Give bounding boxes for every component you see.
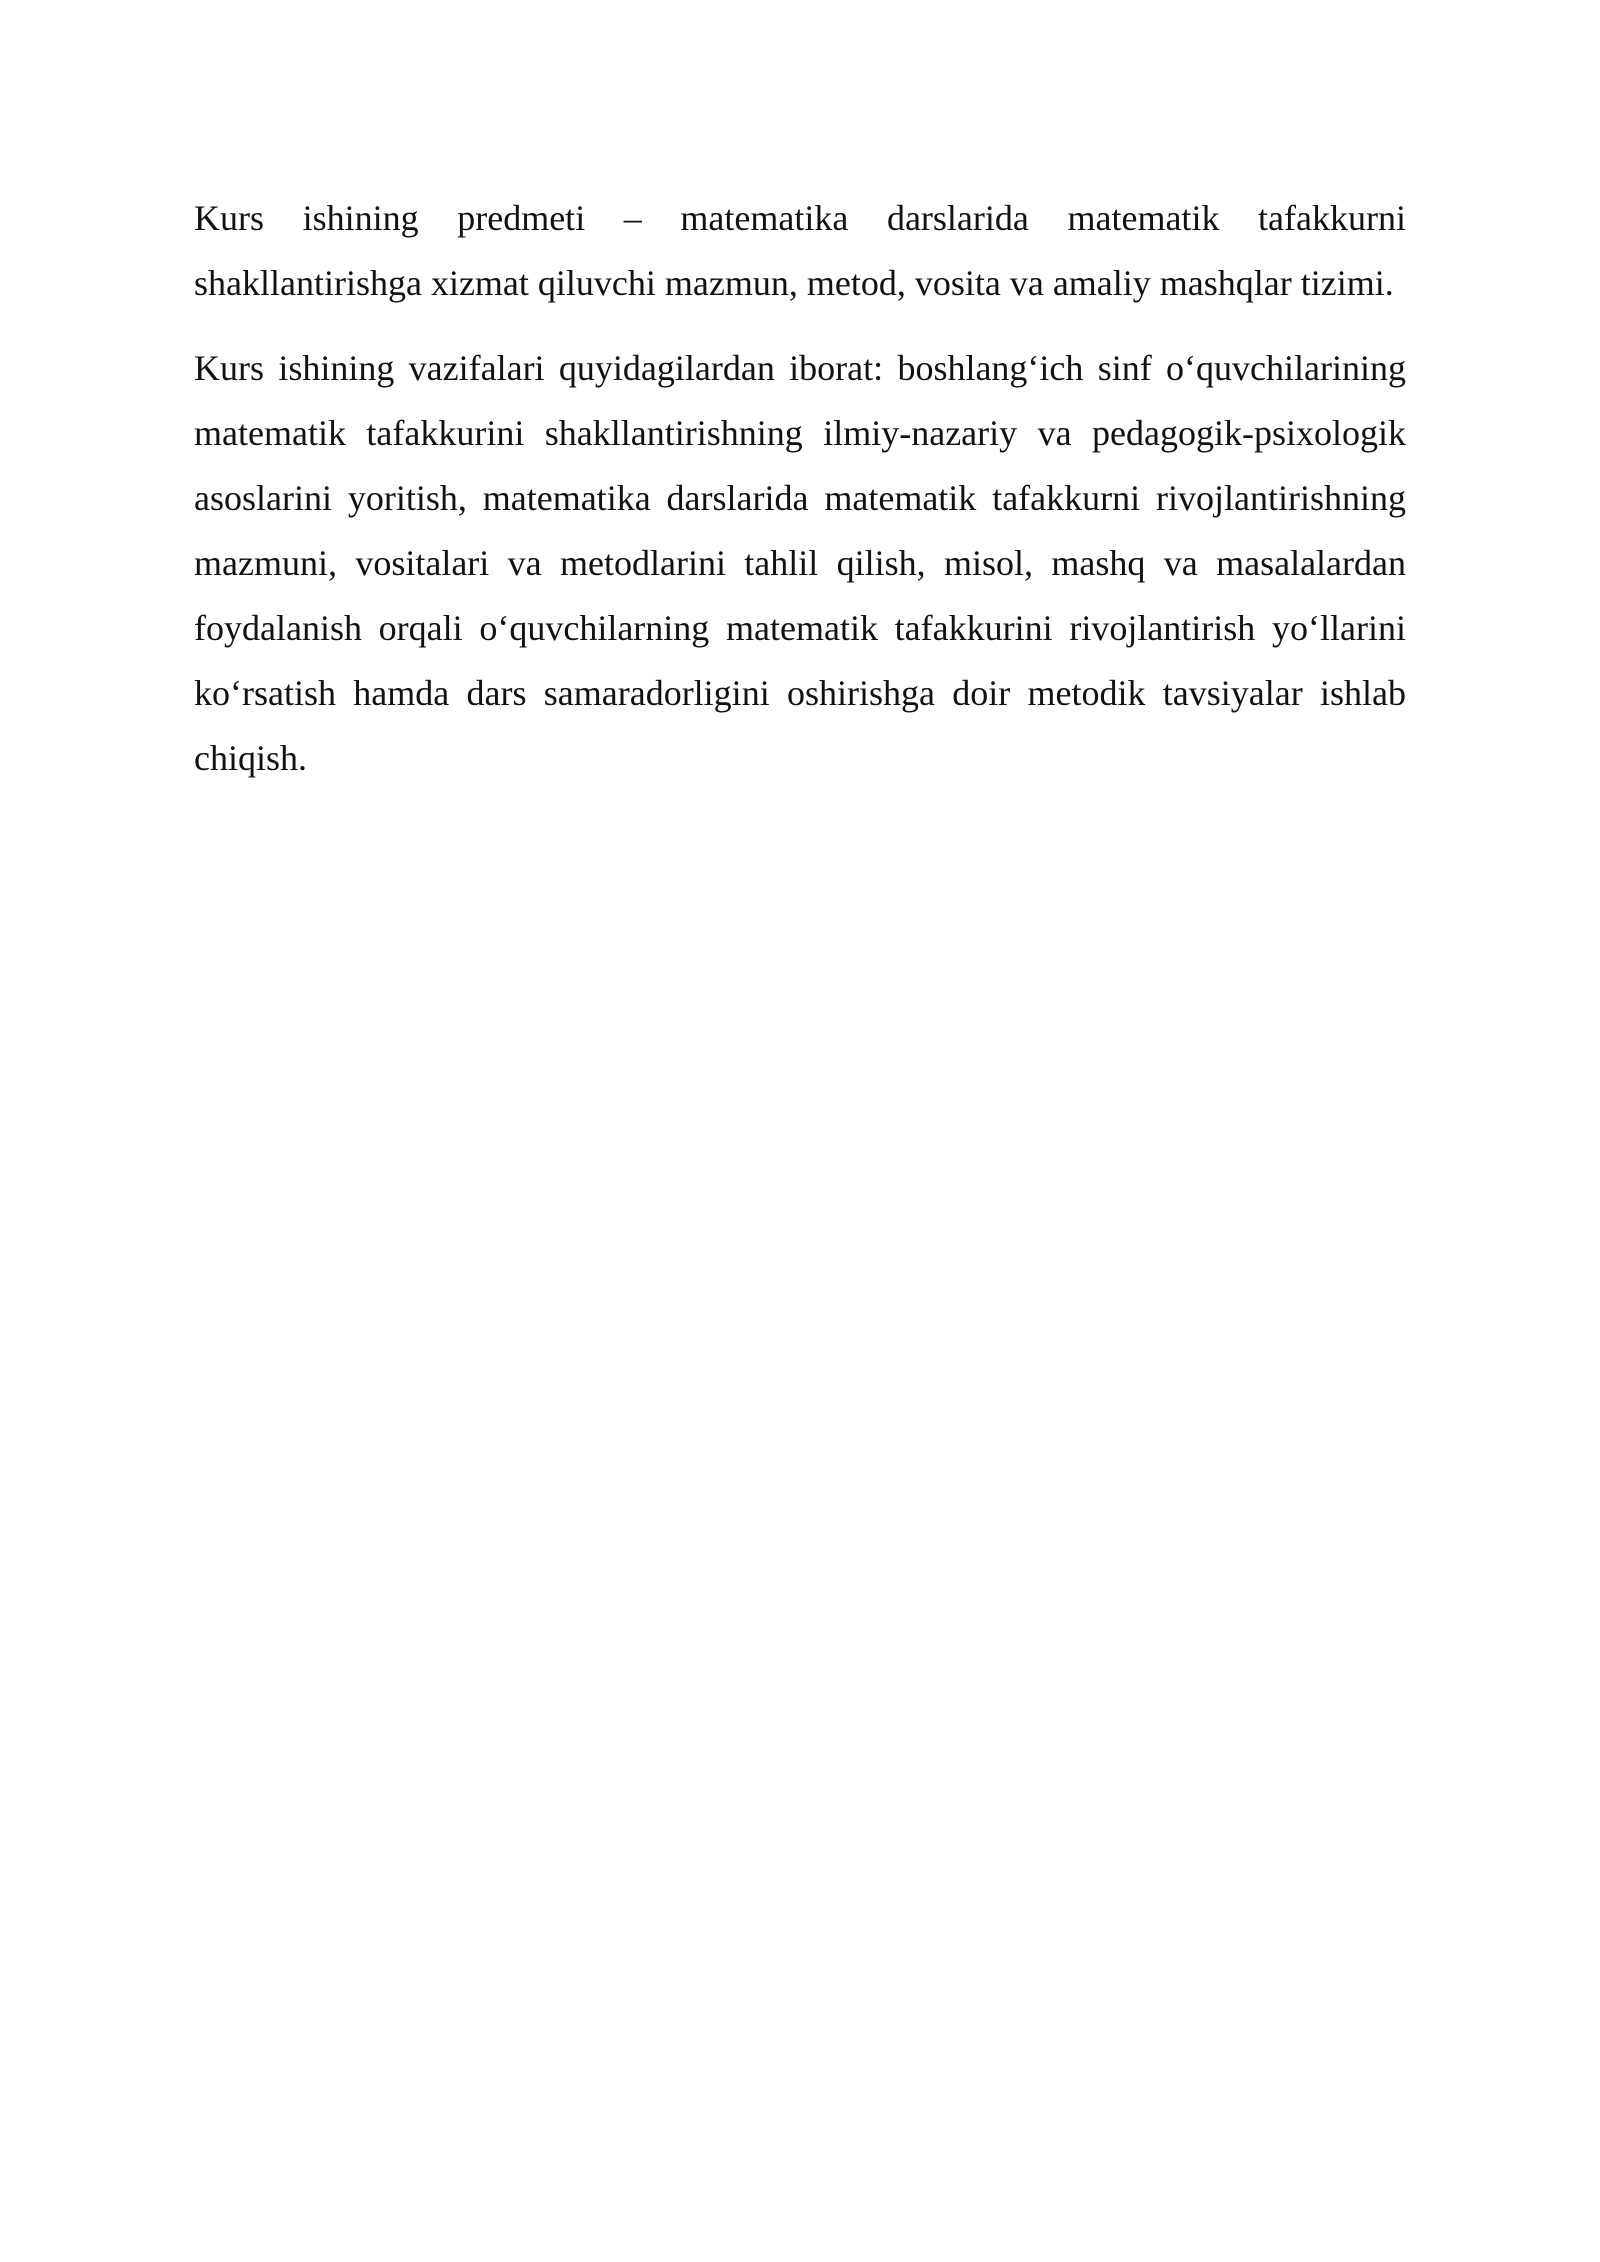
document-body [194, 186, 1406, 791]
paragraph-subject: Kurs ishining predmeti – matematika darslarida matematik tafakkurni shakllantirishga xizmat qiluvchi mazmun, metod, vosita va amaliy mashqlar tizimi. [194, 198, 1406, 303]
paragraph-tasks: Kurs ishining vazifalari quyidagilardan iborat: boshlang‘ich sinf o‘quvchilarining matematik tafakkurini shakllantirishning ilmiy-nazariy va pedagogik-psixologik asoslarini yoritish, matematika darslarida matematik tafakkurni rivojlantirishning mazmuni, vositalari va metodlarini tahlil qilish, misol, mashq va masalalardan foydalanish orqali o‘quvchilarning matematik tafakkurini rivojlantirish yo‘llarini ko‘rsatish hamda dars samaradorligini oshirishga doir metodik tavsiyalar ishlab chiqish. [194, 348, 1406, 778]
